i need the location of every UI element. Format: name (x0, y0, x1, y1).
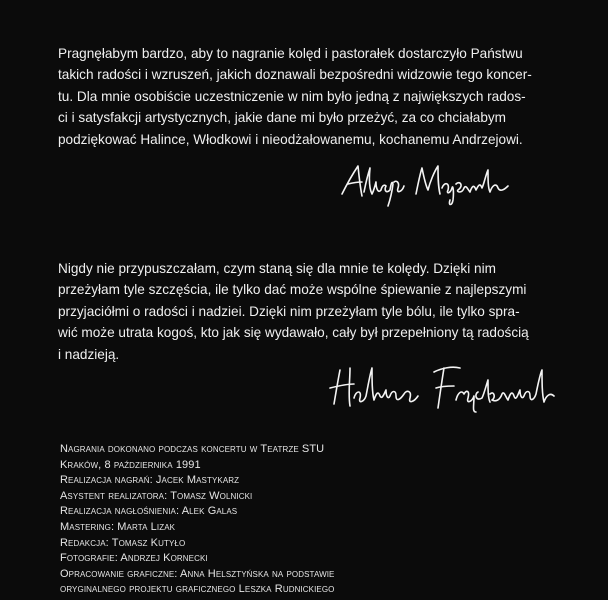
paragraph-line: ci i satysfakcji artystycznych, jakie dane mi było przeżyć, za co chciałabym (58, 110, 506, 126)
credit-line: Realizacja nagrań: Jacek Mastykarz (60, 474, 240, 487)
credit-line: Nagrania dokonano podczas koncertu w Teatrze STU (60, 443, 325, 455)
paragraph-line: Nigdy nie przypuszczałam, czym staną się dla mnie te kolędy. Dzięki nim (58, 261, 496, 276)
credit-line: Asystent realizatora: Tomasz Wolnicki (60, 489, 253, 502)
credit-line: oryginalnego projektu graficznego Leszka Rudnickiego (60, 583, 335, 596)
signature-halina-frackowiak (320, 360, 560, 416)
credit-line: Mastering: Marta Lizak (60, 520, 176, 533)
paragraph-line: przeżyłam tyle szczęścia, ile tylko dać może wspólne śpiewanie z najlepszymi (58, 282, 527, 298)
recording-credits (60, 442, 460, 598)
credit-line: Fotografie: Andrzej Kornecki (60, 552, 208, 565)
credit-line: Realizacja nagłośnienia: Alek Galas (60, 505, 238, 518)
paragraph-line: takich radości i wzruszeń, jakich doznawali bezpośredni widzowie tego koncer- (58, 67, 532, 83)
paragraph-line: podziękować Halince, Włodkowi i nieodżałowanemu, kochanemu Andrzejowi. (58, 131, 523, 147)
paragraph-line: przyjaciółmi o radości i nadziei. Dzięki nim przeżyłam tyle bólu, ile tylko spra- (58, 303, 520, 319)
credit-line: Redakcja: Tomasz Kutyło (60, 536, 186, 549)
dedication-paragraph-1 (58, 43, 568, 150)
handwritten-signature-2 (320, 360, 560, 416)
handwritten-signature-1 (338, 160, 518, 208)
credit-line: Kraków, 8 października 1991 (60, 458, 201, 471)
paragraph-line: i nadzieją. (58, 346, 120, 362)
paragraph-line: tu. Dla mnie osobiście uczestniczenie w nim było jedną z największych rados- (58, 88, 526, 104)
paragraph-line: Pragnęłabym bardzo, aby to nagranie kolęd i pastorałek dostarczyło Państwu (58, 46, 523, 61)
paragraph-line: wić może utrata kogoś, kto jak się wydawało, cały był przepełniony tą radością (58, 325, 529, 341)
signature-alicja-majewska (338, 160, 518, 208)
dedication-paragraph-2 (58, 258, 568, 365)
credit-line: Opracowanie graficzne: Anna Helsztyńska na podstawie (60, 567, 335, 580)
